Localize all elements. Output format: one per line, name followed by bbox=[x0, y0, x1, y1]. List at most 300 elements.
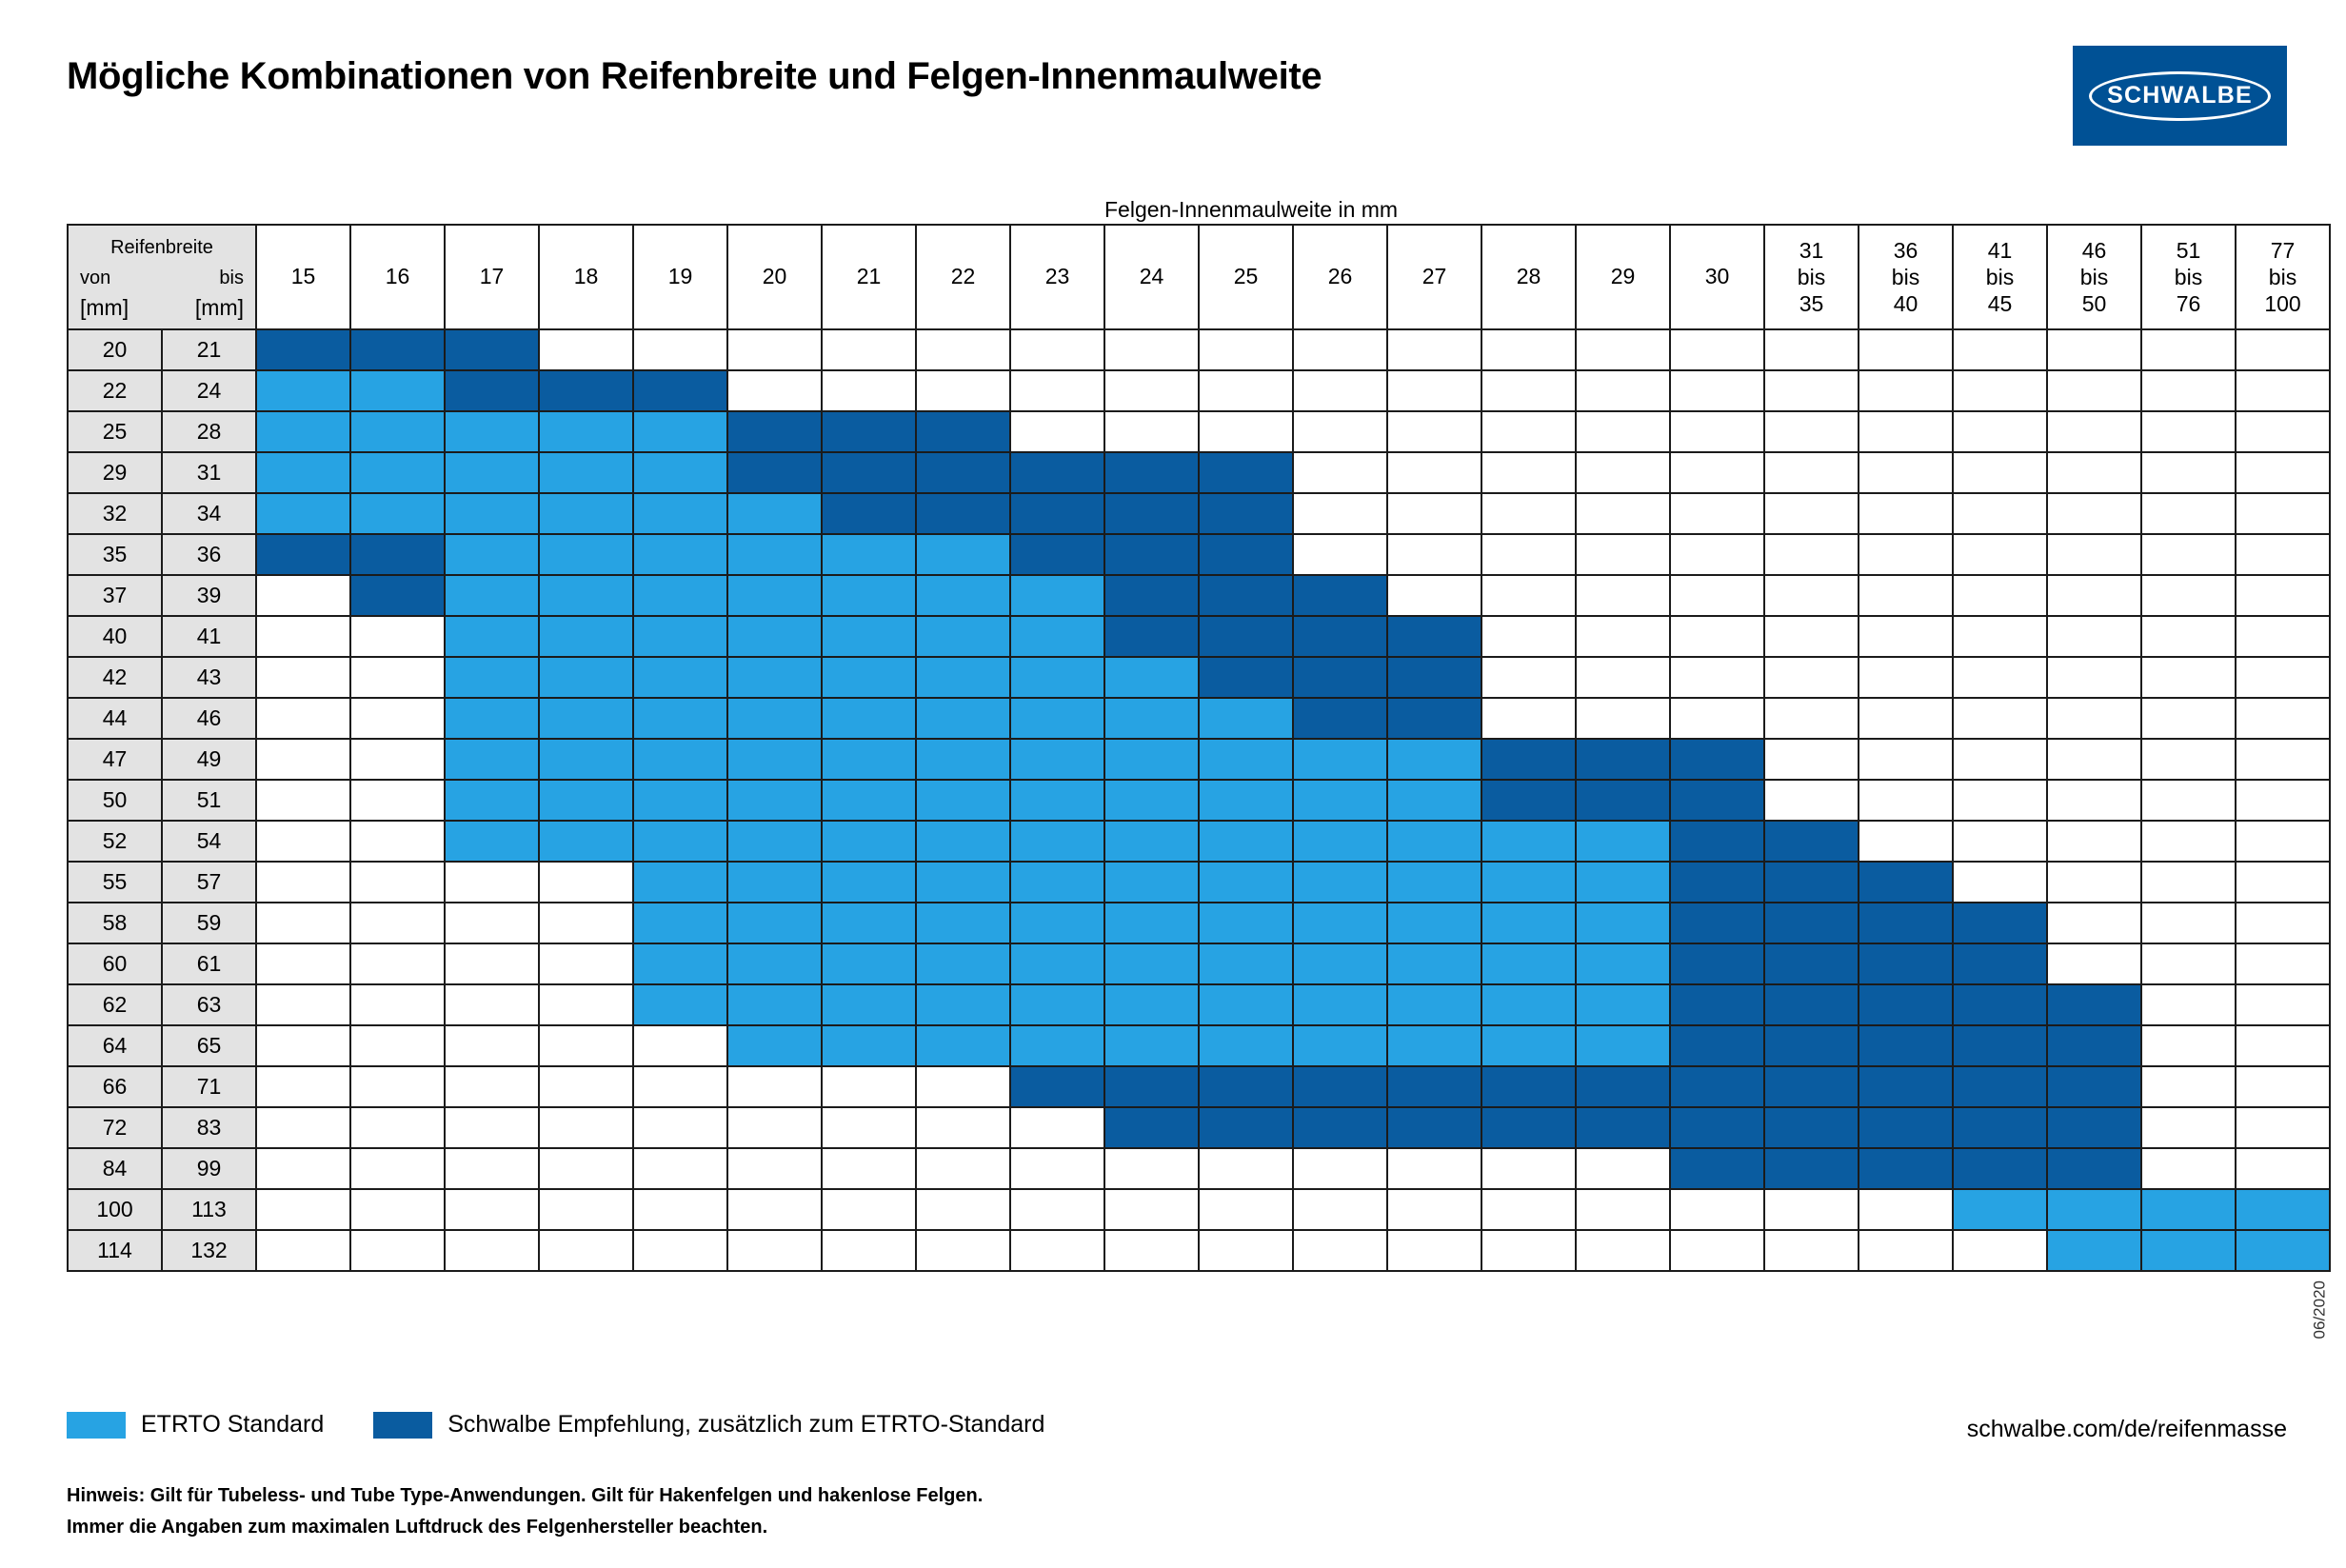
matrix-cell-r7-c7 bbox=[916, 616, 1010, 657]
matrix-cell-r14-c4 bbox=[633, 903, 727, 943]
matrix-cell-r9-c0 bbox=[256, 698, 350, 739]
column-header-17: 36 bis 40 bbox=[1859, 225, 1953, 329]
matrix-cell-r5-c9 bbox=[1104, 534, 1199, 575]
column-header-14: 29 bbox=[1576, 225, 1670, 329]
matrix-cell-r14-c2 bbox=[445, 903, 539, 943]
matrix-cell-r18-c13 bbox=[1481, 1066, 1576, 1107]
matrix-cell-r3-c19 bbox=[2047, 452, 2141, 493]
matrix-cell-r14-c0 bbox=[256, 903, 350, 943]
matrix-cell-r4-c2 bbox=[445, 493, 539, 534]
matrix-cell-r1-c2 bbox=[445, 370, 539, 411]
matrix-cell-r1-c16 bbox=[1764, 370, 1859, 411]
table-row bbox=[68, 698, 2330, 739]
table-row bbox=[68, 616, 2330, 657]
matrix-cell-r16-c16 bbox=[1764, 984, 1859, 1025]
matrix-cell-r14-c16 bbox=[1764, 903, 1859, 943]
matrix-cell-r13-c21 bbox=[2236, 862, 2330, 903]
date-stamp: 06/2020 bbox=[2310, 1280, 2328, 1340]
matrix-cell-r0-c5 bbox=[727, 329, 822, 370]
matrix-cell-r22-c14 bbox=[1576, 1230, 1670, 1271]
matrix-cell-r1-c12 bbox=[1387, 370, 1481, 411]
matrix-cell-r15-c6 bbox=[822, 943, 916, 984]
matrix-cell-r9-c14 bbox=[1576, 698, 1670, 739]
column-header-0: 15 bbox=[256, 225, 350, 329]
column-header-8: 23 bbox=[1010, 225, 1104, 329]
matrix-cell-r21-c14 bbox=[1576, 1189, 1670, 1230]
matrix-cell-r15-c11 bbox=[1293, 943, 1387, 984]
row-label-bis-20: 99 bbox=[162, 1148, 256, 1189]
matrix-cell-r17-c16 bbox=[1764, 1025, 1859, 1066]
matrix-cell-r11-c2 bbox=[445, 780, 539, 821]
matrix-cell-r2-c13 bbox=[1481, 411, 1576, 452]
matrix-cell-r3-c8 bbox=[1010, 452, 1104, 493]
matrix-cell-r0-c0 bbox=[256, 329, 350, 370]
matrix-cell-r15-c8 bbox=[1010, 943, 1104, 984]
row-label-bis-19: 83 bbox=[162, 1107, 256, 1148]
matrix-cell-r0-c17 bbox=[1859, 329, 1953, 370]
matrix-cell-r20-c11 bbox=[1293, 1148, 1387, 1189]
website-url[interactable]: schwalbe.com/de/reifenmasse bbox=[1966, 1416, 2287, 1442]
row-label-bis-8: 43 bbox=[162, 657, 256, 698]
matrix-cell-r22-c19 bbox=[2047, 1230, 2141, 1271]
matrix-cell-r5-c6 bbox=[822, 534, 916, 575]
table-row bbox=[68, 534, 2330, 575]
matrix-cell-r9-c20 bbox=[2141, 698, 2236, 739]
matrix-cell-r3-c7 bbox=[916, 452, 1010, 493]
matrix-cell-r16-c12 bbox=[1387, 984, 1481, 1025]
matrix-cell-r18-c8 bbox=[1010, 1066, 1104, 1107]
column-header-3: 18 bbox=[539, 225, 633, 329]
matrix-cell-r11-c3 bbox=[539, 780, 633, 821]
matrix-cell-r22-c2 bbox=[445, 1230, 539, 1271]
matrix-cell-r5-c13 bbox=[1481, 534, 1576, 575]
matrix-cell-r19-c5 bbox=[727, 1107, 822, 1148]
matrix-cell-r21-c1 bbox=[350, 1189, 445, 1230]
matrix-cell-r13-c0 bbox=[256, 862, 350, 903]
matrix-cell-r2-c18 bbox=[1953, 411, 2047, 452]
matrix-cell-r6-c6 bbox=[822, 575, 916, 616]
matrix-cell-r0-c2 bbox=[445, 329, 539, 370]
matrix-cell-r17-c1 bbox=[350, 1025, 445, 1066]
matrix-cell-r15-c19 bbox=[2047, 943, 2141, 984]
matrix-cell-r8-c9 bbox=[1104, 657, 1199, 698]
matrix-cell-r6-c18 bbox=[1953, 575, 2047, 616]
matrix-cell-r0-c18 bbox=[1953, 329, 2047, 370]
matrix-cell-r19-c10 bbox=[1199, 1107, 1293, 1148]
matrix-cell-r19-c16 bbox=[1764, 1107, 1859, 1148]
matrix-cell-r11-c10 bbox=[1199, 780, 1293, 821]
matrix-cell-r3-c5 bbox=[727, 452, 822, 493]
matrix-cell-r17-c13 bbox=[1481, 1025, 1576, 1066]
matrix-cell-r2-c0 bbox=[256, 411, 350, 452]
matrix-cell-r22-c21 bbox=[2236, 1230, 2330, 1271]
row-label-bis-5: 36 bbox=[162, 534, 256, 575]
matrix-cell-r20-c4 bbox=[633, 1148, 727, 1189]
matrix-cell-r17-c2 bbox=[445, 1025, 539, 1066]
matrix-cell-r16-c5 bbox=[727, 984, 822, 1025]
column-header-2: 17 bbox=[445, 225, 539, 329]
matrix-cell-r8-c13 bbox=[1481, 657, 1576, 698]
matrix-cell-r20-c12 bbox=[1387, 1148, 1481, 1189]
matrix-cell-r14-c3 bbox=[539, 903, 633, 943]
matrix-cell-r15-c12 bbox=[1387, 943, 1481, 984]
matrix-cell-r11-c15 bbox=[1670, 780, 1764, 821]
matrix-cell-r8-c10 bbox=[1199, 657, 1293, 698]
matrix-cell-r15-c10 bbox=[1199, 943, 1293, 984]
matrix-cell-r6-c14 bbox=[1576, 575, 1670, 616]
matrix-cell-r9-c9 bbox=[1104, 698, 1199, 739]
column-header-1: 16 bbox=[350, 225, 445, 329]
matrix-cell-r8-c16 bbox=[1764, 657, 1859, 698]
matrix-cell-r22-c20 bbox=[2141, 1230, 2236, 1271]
matrix-cell-r10-c10 bbox=[1199, 739, 1293, 780]
matrix-cell-r10-c12 bbox=[1387, 739, 1481, 780]
matrix-cell-r4-c6 bbox=[822, 493, 916, 534]
table-row bbox=[68, 821, 2330, 862]
matrix-cell-r16-c1 bbox=[350, 984, 445, 1025]
matrix-cell-r6-c3 bbox=[539, 575, 633, 616]
matrix-cell-r16-c3 bbox=[539, 984, 633, 1025]
table-row bbox=[68, 1148, 2330, 1189]
matrix-cell-r12-c2 bbox=[445, 821, 539, 862]
table-row bbox=[68, 780, 2330, 821]
matrix-cell-r19-c17 bbox=[1859, 1107, 1953, 1148]
matrix-cell-r17-c17 bbox=[1859, 1025, 1953, 1066]
matrix-cell-r21-c2 bbox=[445, 1189, 539, 1230]
matrix-cell-r12-c8 bbox=[1010, 821, 1104, 862]
matrix-cell-r5-c12 bbox=[1387, 534, 1481, 575]
matrix-cell-r9-c2 bbox=[445, 698, 539, 739]
matrix-cell-r10-c16 bbox=[1764, 739, 1859, 780]
matrix-cell-r20-c5 bbox=[727, 1148, 822, 1189]
matrix-cell-r14-c20 bbox=[2141, 903, 2236, 943]
matrix-cell-r19-c3 bbox=[539, 1107, 633, 1148]
matrix-cell-r15-c21 bbox=[2236, 943, 2330, 984]
row-label-bis-10: 49 bbox=[162, 739, 256, 780]
matrix-cell-r11-c5 bbox=[727, 780, 822, 821]
matrix-cell-r16-c0 bbox=[256, 984, 350, 1025]
matrix-cell-r4-c17 bbox=[1859, 493, 1953, 534]
matrix-cell-r17-c11 bbox=[1293, 1025, 1387, 1066]
matrix-cell-r9-c17 bbox=[1859, 698, 1953, 739]
matrix-cell-r4-c13 bbox=[1481, 493, 1576, 534]
matrix-cell-r7-c19 bbox=[2047, 616, 2141, 657]
matrix-cell-r13-c1 bbox=[350, 862, 445, 903]
matrix-cell-r1-c20 bbox=[2141, 370, 2236, 411]
matrix-cell-r2-c16 bbox=[1764, 411, 1859, 452]
matrix-cell-r1-c0 bbox=[256, 370, 350, 411]
matrix-cell-r17-c15 bbox=[1670, 1025, 1764, 1066]
row-label-bis-7: 41 bbox=[162, 616, 256, 657]
column-header-9: 24 bbox=[1104, 225, 1199, 329]
matrix-cell-r16-c21 bbox=[2236, 984, 2330, 1025]
matrix-cell-r20-c2 bbox=[445, 1148, 539, 1189]
matrix-cell-r0-c20 bbox=[2141, 329, 2236, 370]
matrix-cell-r6-c9 bbox=[1104, 575, 1199, 616]
row-label-von-21: 100 bbox=[68, 1189, 162, 1230]
matrix-cell-r7-c0 bbox=[256, 616, 350, 657]
matrix-cell-r18-c7 bbox=[916, 1066, 1010, 1107]
column-header-19: 46 bis 50 bbox=[2047, 225, 2141, 329]
matrix-cell-r6-c0 bbox=[256, 575, 350, 616]
matrix-cell-r10-c5 bbox=[727, 739, 822, 780]
matrix-cell-r8-c2 bbox=[445, 657, 539, 698]
matrix-cell-r14-c14 bbox=[1576, 903, 1670, 943]
table-row bbox=[68, 739, 2330, 780]
matrix-cell-r20-c18 bbox=[1953, 1148, 2047, 1189]
matrix-cell-r17-c19 bbox=[2047, 1025, 2141, 1066]
matrix-cell-r13-c15 bbox=[1670, 862, 1764, 903]
matrix-cell-r1-c8 bbox=[1010, 370, 1104, 411]
matrix-cell-r0-c10 bbox=[1199, 329, 1293, 370]
matrix-cell-r2-c19 bbox=[2047, 411, 2141, 452]
legend-swatch-etrto bbox=[67, 1412, 126, 1439]
matrix-cell-r7-c14 bbox=[1576, 616, 1670, 657]
matrix-cell-r5-c18 bbox=[1953, 534, 2047, 575]
matrix-cell-r4-c12 bbox=[1387, 493, 1481, 534]
matrix-cell-r18-c2 bbox=[445, 1066, 539, 1107]
matrix-cell-r16-c11 bbox=[1293, 984, 1387, 1025]
matrix-cell-r12-c5 bbox=[727, 821, 822, 862]
matrix-cell-r21-c12 bbox=[1387, 1189, 1481, 1230]
table-row bbox=[68, 370, 2330, 411]
table-row bbox=[68, 1025, 2330, 1066]
corner-header bbox=[68, 225, 256, 329]
legend bbox=[67, 1411, 1044, 1439]
matrix-cell-r5-c17 bbox=[1859, 534, 1953, 575]
matrix-cell-r8-c15 bbox=[1670, 657, 1764, 698]
matrix-cell-r6-c20 bbox=[2141, 575, 2236, 616]
matrix-cell-r5-c21 bbox=[2236, 534, 2330, 575]
matrix-cell-r7-c5 bbox=[727, 616, 822, 657]
row-label-von-2: 25 bbox=[68, 411, 162, 452]
matrix-cell-r9-c16 bbox=[1764, 698, 1859, 739]
row-label-bis-2: 28 bbox=[162, 411, 256, 452]
matrix-cell-r20-c21 bbox=[2236, 1148, 2330, 1189]
matrix-cell-r1-c1 bbox=[350, 370, 445, 411]
matrix-cell-r2-c7 bbox=[916, 411, 1010, 452]
page-title: Mögliche Kombinationen von Reifenbreite und Felgen-Innenmaulweite bbox=[67, 55, 1322, 97]
matrix-cell-r0-c16 bbox=[1764, 329, 1859, 370]
matrix-cell-r4-c18 bbox=[1953, 493, 2047, 534]
legend-label-schwalbe: Schwalbe Empfehlung, zusätzlich zum ETRTO-Standard bbox=[447, 1411, 1045, 1438]
matrix-cell-r20-c8 bbox=[1010, 1148, 1104, 1189]
matrix-cell-r0-c21 bbox=[2236, 329, 2330, 370]
matrix-cell-r13-c20 bbox=[2141, 862, 2236, 903]
matrix-cell-r21-c21 bbox=[2236, 1189, 2330, 1230]
matrix-cell-r20-c14 bbox=[1576, 1148, 1670, 1189]
matrix-cell-r12-c11 bbox=[1293, 821, 1387, 862]
column-header-5: 20 bbox=[727, 225, 822, 329]
matrix-cell-r11-c11 bbox=[1293, 780, 1387, 821]
compatibility-table bbox=[67, 224, 2331, 1272]
matrix-cell-r10-c2 bbox=[445, 739, 539, 780]
matrix-cell-r17-c10 bbox=[1199, 1025, 1293, 1066]
corner-unit-left: [mm] bbox=[80, 294, 129, 320]
matrix-cell-r11-c1 bbox=[350, 780, 445, 821]
matrix-cell-r19-c9 bbox=[1104, 1107, 1199, 1148]
table-row bbox=[68, 984, 2330, 1025]
matrix-cell-r7-c21 bbox=[2236, 616, 2330, 657]
matrix-cell-r15-c17 bbox=[1859, 943, 1953, 984]
matrix-cell-r20-c9 bbox=[1104, 1148, 1199, 1189]
matrix-cell-r10-c7 bbox=[916, 739, 1010, 780]
matrix-cell-r2-c14 bbox=[1576, 411, 1670, 452]
matrix-cell-r12-c13 bbox=[1481, 821, 1576, 862]
matrix-cell-r0-c9 bbox=[1104, 329, 1199, 370]
matrix-cell-r5-c14 bbox=[1576, 534, 1670, 575]
matrix-cell-r15-c16 bbox=[1764, 943, 1859, 984]
matrix-cell-r6-c2 bbox=[445, 575, 539, 616]
matrix-cell-r0-c1 bbox=[350, 329, 445, 370]
matrix-cell-r3-c16 bbox=[1764, 452, 1859, 493]
row-label-von-15: 60 bbox=[68, 943, 162, 984]
matrix-cell-r10-c15 bbox=[1670, 739, 1764, 780]
matrix-cell-r16-c9 bbox=[1104, 984, 1199, 1025]
matrix-cell-r20-c16 bbox=[1764, 1148, 1859, 1189]
matrix-cell-r3-c20 bbox=[2141, 452, 2236, 493]
row-label-von-20: 84 bbox=[68, 1148, 162, 1189]
matrix-cell-r22-c9 bbox=[1104, 1230, 1199, 1271]
row-label-von-13: 55 bbox=[68, 862, 162, 903]
matrix-cell-r12-c7 bbox=[916, 821, 1010, 862]
matrix-cell-r9-c4 bbox=[633, 698, 727, 739]
table-row bbox=[68, 411, 2330, 452]
matrix-cell-r21-c19 bbox=[2047, 1189, 2141, 1230]
matrix-cell-r6-c21 bbox=[2236, 575, 2330, 616]
table-row bbox=[68, 452, 2330, 493]
matrix-cell-r1-c15 bbox=[1670, 370, 1764, 411]
row-label-von-6: 37 bbox=[68, 575, 162, 616]
table-row bbox=[68, 1107, 2330, 1148]
matrix-cell-r4-c3 bbox=[539, 493, 633, 534]
matrix-cell-r15-c15 bbox=[1670, 943, 1764, 984]
matrix-cell-r9-c19 bbox=[2047, 698, 2141, 739]
matrix-cell-r20-c0 bbox=[256, 1148, 350, 1189]
matrix-cell-r16-c18 bbox=[1953, 984, 2047, 1025]
matrix-cell-r12-c20 bbox=[2141, 821, 2236, 862]
row-label-von-3: 29 bbox=[68, 452, 162, 493]
matrix-cell-r4-c14 bbox=[1576, 493, 1670, 534]
matrix-cell-r5-c15 bbox=[1670, 534, 1764, 575]
matrix-cell-r7-c20 bbox=[2141, 616, 2236, 657]
matrix-cell-r19-c6 bbox=[822, 1107, 916, 1148]
matrix-cell-r5-c2 bbox=[445, 534, 539, 575]
matrix-cell-r12-c3 bbox=[539, 821, 633, 862]
matrix-cell-r4-c9 bbox=[1104, 493, 1199, 534]
matrix-cell-r6-c10 bbox=[1199, 575, 1293, 616]
matrix-cell-r20-c1 bbox=[350, 1148, 445, 1189]
matrix-cell-r9-c1 bbox=[350, 698, 445, 739]
matrix-cell-r1-c6 bbox=[822, 370, 916, 411]
matrix-cell-r5-c5 bbox=[727, 534, 822, 575]
matrix-cell-r15-c0 bbox=[256, 943, 350, 984]
matrix-cell-r2-c11 bbox=[1293, 411, 1387, 452]
matrix-cell-r15-c3 bbox=[539, 943, 633, 984]
matrix-cell-r11-c4 bbox=[633, 780, 727, 821]
matrix-cell-r16-c13 bbox=[1481, 984, 1576, 1025]
matrix-cell-r17-c9 bbox=[1104, 1025, 1199, 1066]
matrix-cell-r11-c21 bbox=[2236, 780, 2330, 821]
matrix-cell-r6-c16 bbox=[1764, 575, 1859, 616]
matrix-cell-r8-c3 bbox=[539, 657, 633, 698]
matrix-cell-r6-c17 bbox=[1859, 575, 1953, 616]
matrix-cell-r2-c20 bbox=[2141, 411, 2236, 452]
matrix-cell-r18-c21 bbox=[2236, 1066, 2330, 1107]
matrix-cell-r0-c3 bbox=[539, 329, 633, 370]
matrix-cell-r10-c17 bbox=[1859, 739, 1953, 780]
matrix-cell-r1-c19 bbox=[2047, 370, 2141, 411]
matrix-cell-r3-c4 bbox=[633, 452, 727, 493]
matrix-cell-r0-c13 bbox=[1481, 329, 1576, 370]
matrix-cell-r1-c14 bbox=[1576, 370, 1670, 411]
matrix-cell-r19-c19 bbox=[2047, 1107, 2141, 1148]
matrix-cell-r19-c14 bbox=[1576, 1107, 1670, 1148]
matrix-cell-r17-c14 bbox=[1576, 1025, 1670, 1066]
matrix-cell-r18-c0 bbox=[256, 1066, 350, 1107]
matrix-cell-r9-c18 bbox=[1953, 698, 2047, 739]
matrix-cell-r8-c14 bbox=[1576, 657, 1670, 698]
row-label-bis-3: 31 bbox=[162, 452, 256, 493]
matrix-cell-r2-c10 bbox=[1199, 411, 1293, 452]
matrix-cell-r20-c15 bbox=[1670, 1148, 1764, 1189]
matrix-cell-r18-c16 bbox=[1764, 1066, 1859, 1107]
matrix-cell-r12-c17 bbox=[1859, 821, 1953, 862]
matrix-cell-r12-c21 bbox=[2236, 821, 2330, 862]
row-label-von-0: 20 bbox=[68, 329, 162, 370]
matrix-cell-r18-c10 bbox=[1199, 1066, 1293, 1107]
matrix-cell-r17-c7 bbox=[916, 1025, 1010, 1066]
matrix-cell-r4-c5 bbox=[727, 493, 822, 534]
row-label-bis-0: 21 bbox=[162, 329, 256, 370]
column-header-4: 19 bbox=[633, 225, 727, 329]
matrix-cell-r13-c12 bbox=[1387, 862, 1481, 903]
column-header-15: 30 bbox=[1670, 225, 1764, 329]
matrix-cell-r21-c3 bbox=[539, 1189, 633, 1230]
matrix-cell-r16-c4 bbox=[633, 984, 727, 1025]
row-label-bis-15: 61 bbox=[162, 943, 256, 984]
matrix-cell-r11-c6 bbox=[822, 780, 916, 821]
matrix-cell-r12-c0 bbox=[256, 821, 350, 862]
matrix-cell-r3-c0 bbox=[256, 452, 350, 493]
row-label-von-7: 40 bbox=[68, 616, 162, 657]
matrix-cell-r0-c11 bbox=[1293, 329, 1387, 370]
matrix-cell-r11-c8 bbox=[1010, 780, 1104, 821]
matrix-cell-r4-c4 bbox=[633, 493, 727, 534]
matrix-cell-r2-c21 bbox=[2236, 411, 2330, 452]
matrix-cell-r10-c6 bbox=[822, 739, 916, 780]
matrix-cell-r15-c20 bbox=[2141, 943, 2236, 984]
matrix-cell-r2-c4 bbox=[633, 411, 727, 452]
matrix-cell-r3-c21 bbox=[2236, 452, 2330, 493]
legend-label-etrto: ETRTO Standard bbox=[141, 1411, 325, 1438]
corner-von: von bbox=[80, 267, 111, 288]
matrix-cell-r15-c2 bbox=[445, 943, 539, 984]
row-label-von-11: 50 bbox=[68, 780, 162, 821]
matrix-cell-r3-c11 bbox=[1293, 452, 1387, 493]
matrix-cell-r1-c11 bbox=[1293, 370, 1387, 411]
x-axis-caption: Felgen-Innenmaulweite in mm bbox=[1104, 197, 1399, 222]
matrix-cell-r14-c17 bbox=[1859, 903, 1953, 943]
matrix-cell-r1-c4 bbox=[633, 370, 727, 411]
matrix-cell-r13-c11 bbox=[1293, 862, 1387, 903]
matrix-cell-r15-c14 bbox=[1576, 943, 1670, 984]
matrix-cell-r1-c13 bbox=[1481, 370, 1576, 411]
matrix-cell-r4-c10 bbox=[1199, 493, 1293, 534]
row-label-von-9: 44 bbox=[68, 698, 162, 739]
matrix-cell-r3-c9 bbox=[1104, 452, 1199, 493]
matrix-cell-r18-c14 bbox=[1576, 1066, 1670, 1107]
